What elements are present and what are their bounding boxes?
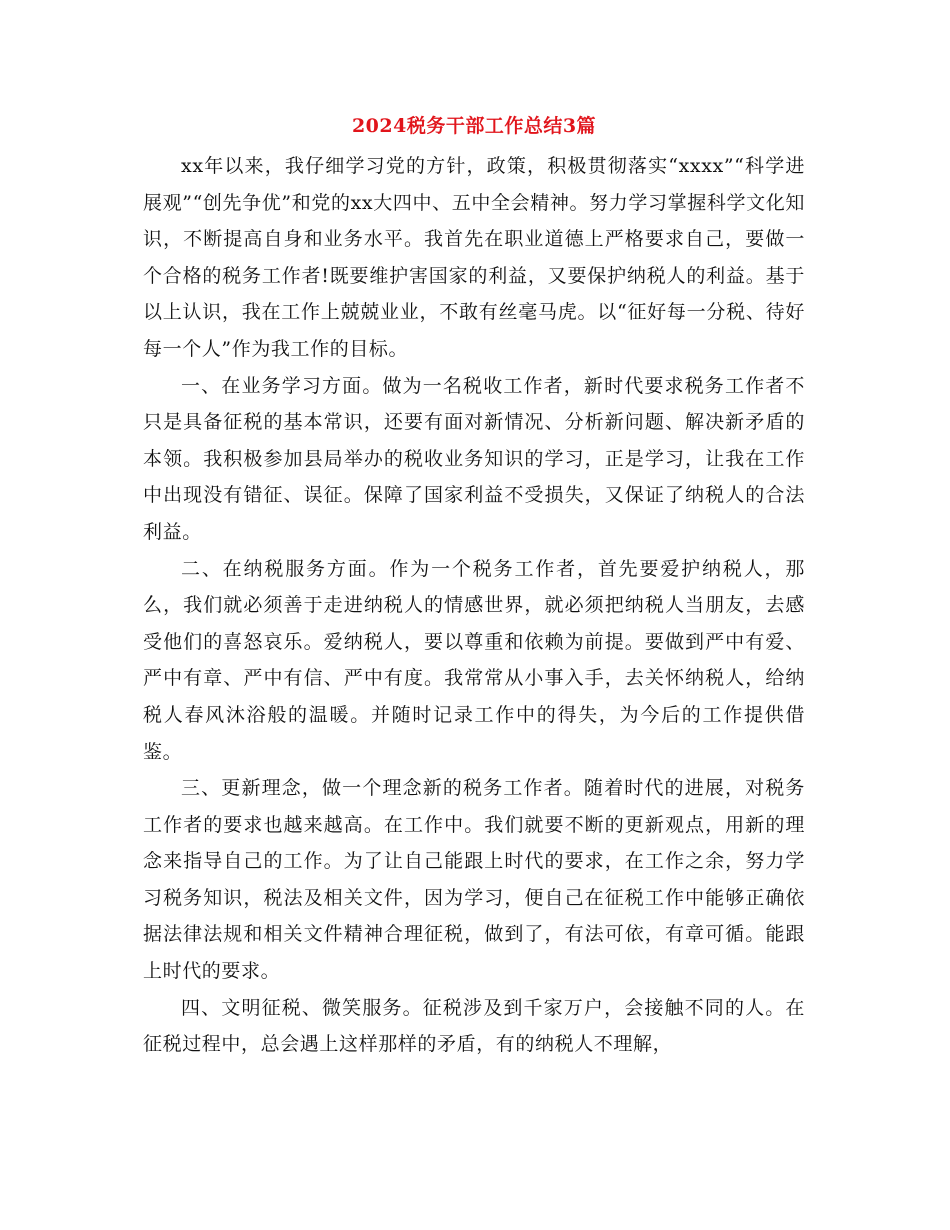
paragraph-civil-taxation: 四、文明征税、微笑服务。征税涉及到千家万户，会接触不同的人。在征税过程中，总会遇上这样那样的矛盾，有的纳税人不理解， [143, 996, 805, 1056]
paragraph-intro: xx年以来，我仔细学习党的方针，政策，积极贯彻落实“xxxx”“科学进展观”“创先争优”和党的xx大四中、五中全会精神。努力学习掌握科学文化知识，不断提高自身和业务水平。我首先在职业道德上严格要求自己，要做一个合格的税务工作者!既要维护害国家的利益，又要保护纳税人的利益。基于以上认识，我在工作上兢兢业业，不敢有丝毫马虎。以“征好每一分税、待好每一个人”作为我工作的目标。 [143, 155, 805, 360]
paragraph-taxpayer-service: 二、在纳税服务方面。作为一个税务工作者，首先要爱护纳税人，那么，我们就必须善于走进纳税人的情感世界，就必须把纳税人当朋友，去感受他们的喜怒哀乐。爱纳税人，要以尊重和依赖为前提。要做到严中有爱、严中有章、严中有信、严中有度。我常常从小事入手，去关怀纳税人，给纳税人春风沐浴般的温暖。并随时记录工作中的得失，为今后的工作提供借鉴。 [143, 557, 805, 763]
paragraph-update-concept: 三、更新理念，做一个理念新的税务工作者。随着时代的进展，对税务工作者的要求也越来越高。在工作中。我们就要不断的更新观点，用新的理念来指导自己的工作。为了让自己能跟上时代的要求，在工作之余，努力学习税务知识，税法及相关文件，因为学习，便自己在征税工作中能够正确依据法律法规和相关文件精神合理征税，做到了，有法可依，有章可循。能跟上时代的要求。 [143, 777, 805, 983]
paragraph-business-study: 一、在业务学习方面。做为一名税收工作者，新时代要求税务工作者不只是具备征税的基本常识，还要有面对新情况、分析新问题、解决新矛盾的本领。我积极参加县局举办的税收业务知识的学习，正是学习，让我在工作中出现没有错征、误征。保障了国家利益不受损失，又保证了纳税人的合法利益。 [143, 374, 805, 543]
document-title: 2024税务干部工作总结3篇 [351, 115, 597, 137]
document-page [143, 108, 805, 1063]
